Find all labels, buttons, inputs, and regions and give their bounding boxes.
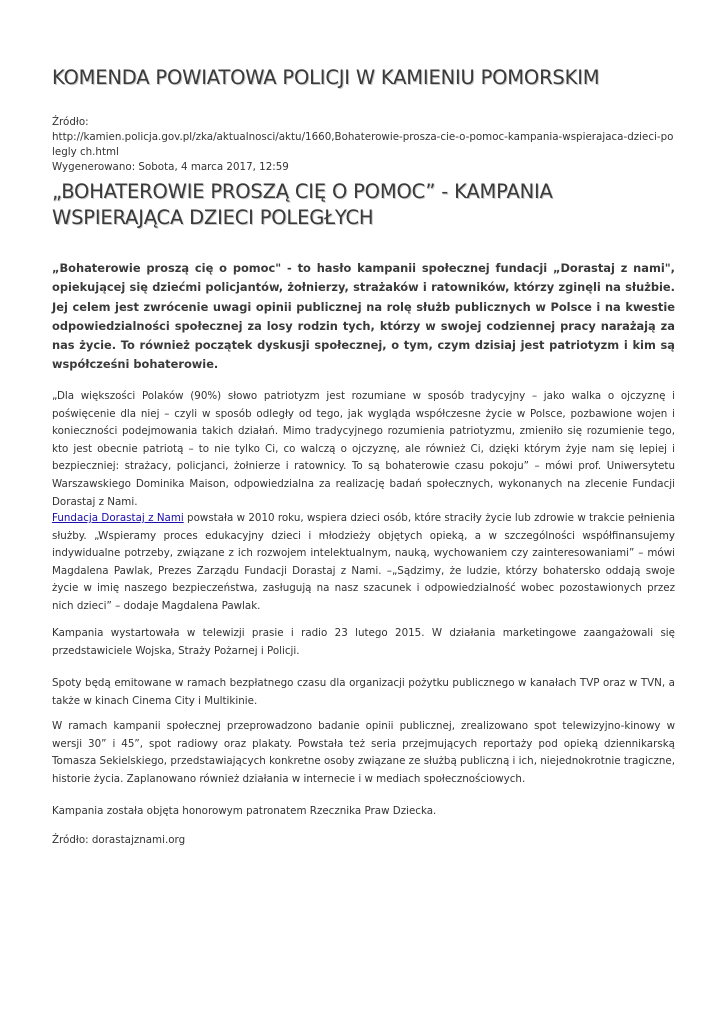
article-paragraph-1: „Dla większości Polaków (90%) słowo patriotyzm jest rozumiane w sposób tradycyjny – jako walka o ojczyznę i poświęcenie dla niej – czyli w sposób odległy od tego, jak wygląda współczesne życie w Polsce, pozbawione wojen i konieczności podejmowania takich działań. Mimo tradycyjnego rozumienia patriotyzmu, zmieniło się rozumienie tego, kto jest obecnie patriotą – to nie tylko Ci, co walczą o ojczyznę, ale również Ci, dzięki którym żyje nam się lepiej i bezpieczniej: strażacy, policjanci, żołnierze i ratownicy. To są bohaterowie czasu pokoju” – mówi prof. Uniwersytetu Warszawskiego Dominika Maison, odpowiedzialna za realizację badań społecznych, wykonanych na zlecenie Fundacji Dorastaj z Nami. [52,390,675,508]
source-url: http://kamien.policja.gov.pl/zka/aktualnosci/aktu/1660,Bohaterowie-prosza-cie-o-pomoc-kampania-wspierajaca-dzieci-polegly ch.html [52,131,674,158]
site-title: KOMENDA POWIATOWA POLICJI W KAMIENIU POMORSKIM [52,66,600,89]
fundacja-link[interactable]: Fundacja Dorastaj z Nami [52,512,184,524]
article-lead: „Bohaterowie proszą cię o pomoc" - to hasło kampanii społecznej fundacji „Dorastaj z nami", opiekującej się dziećmi policjantów, żołnierzy, strażaków i ratowników, którzy zginęli na służbie. Jej celem jest zwrócenie uwagi opinii publicznej na rolę służb publicznych w Polsce i na kwestie odpowiedzialności społecznej za losy rodzin tych, którzy w swojej codziennej pracy narażają za nas życie. To również początek dyskusji społecznej, o tym, czym dzisiaj jest patriotyzm i kim są współcześni bohaterowie. [52,261,675,372]
article-paragraph-3: Kampania wystartowała w telewizji prasie i radio 23 lutego 2015. W działania marketingowe zaangażowali się przedstawiciele Wojska, Straży Pożarnej i Policji. [52,627,675,657]
article-source: Źródło: dorastajznami.org [52,834,186,846]
article-paragraph-5: W ramach kampanii społecznej przeprowadzono badanie opinii publicznej, zrealizowano spot telewizyjno-kinowy w wersji 30” i 45”, spot radiowy oraz plakaty. Powstała też seria przejmujących reportaży pod opieką dziennikarską Tomasza Sekielskiego, przedstawiających konkretne osoby związane ze służbą publiczną i ich, niejednokrotnie tragiczne, historie życia. Zaplanowano również działania w internecie i w mediach społecznościowych. [52,720,676,785]
article-paragraph-2-text: powstała w 2010 roku, wspiera dzieci osób, które straciły życie lub zdrowie w trakcie pełnienia służby. „Wspieramy proces edukacyjny dzieci i młodzieży objętych opieką, a w szczególności współfinansujemy indywidualne potrzeby, związane z ich rozwojem intelektualnym, nauką, wychowaniem czy zainteresowaniami” – mówi Magdalena Pawlak, Prezes Zarządu Fundacji Dorastaj z Nami. –„Sądzimy, że ludzie, którzy bohatersko oddają swoje życie w imię naszego bezpieczeństwa, zasługują na nasz szacunek i odpowiedzialność wobec pozostawionych przez nich dzieci” – dodaje Magdalena Pawlak. [52,512,676,612]
document-meta [52,115,675,175]
article-paragraph-2 [52,510,675,616]
source-label: Źródło: [52,116,89,128]
generated-date: Wygenerowano: Sobota, 4 marca 2017, 12:59 [52,161,289,173]
article-paragraph-4: Spoty będą emitowane w ramach bezpłatnego czasu dla organizacji pożytku publicznego w kanałach TVP oraz w TVN, a także w kinach Cinema City i Multikinie. [52,677,675,707]
article-title: „BOHATEROWIE PROSZĄ CIĘ O POMOC” - KAMPANIA WSPIERAJĄCA DZIECI POLEGŁYCH [52,180,553,229]
article-paragraph-6: Kampania została objęta honorowym patronatem Rzecznika Praw Dziecka. [52,805,437,817]
